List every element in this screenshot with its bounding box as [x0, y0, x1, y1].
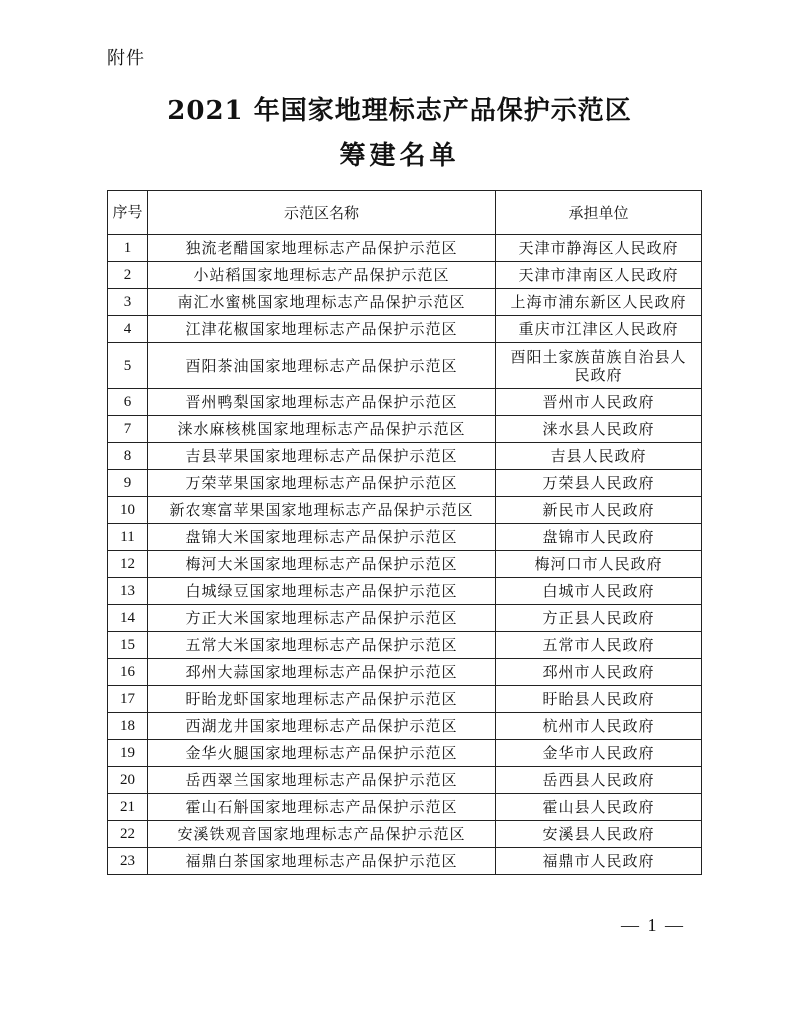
row-responsible-unit: 五常市人民政府: [496, 632, 702, 659]
table-row: [108, 632, 702, 659]
row-responsible-unit: 金华市人民政府: [496, 740, 702, 767]
row-serial-number: 7: [108, 416, 148, 443]
table-row: [108, 316, 702, 343]
row-serial-number: 14: [108, 605, 148, 632]
table-row: [108, 740, 702, 767]
row-serial-number: 8: [108, 443, 148, 470]
table-row: [108, 262, 702, 289]
row-zone-name: 江津花椒国家地理标志产品保护示范区: [148, 316, 496, 343]
row-zone-name: 南汇水蜜桃国家地理标志产品保护示范区: [148, 289, 496, 316]
row-serial-number: 5: [108, 343, 148, 389]
table-row: [108, 443, 702, 470]
row-zone-name: 五常大米国家地理标志产品保护示范区: [148, 632, 496, 659]
row-serial-number: 20: [108, 767, 148, 794]
table-row: [108, 524, 702, 551]
row-responsible-unit: 邳州市人民政府: [496, 659, 702, 686]
row-responsible-unit: 酉阳土家族苗族自治县人民政府: [496, 343, 702, 389]
row-responsible-unit: 杭州市人民政府: [496, 713, 702, 740]
row-serial-number: 15: [108, 632, 148, 659]
row-zone-name: 白城绿豆国家地理标志产品保护示范区: [148, 578, 496, 605]
row-zone-name: 霍山石斛国家地理标志产品保护示范区: [148, 794, 496, 821]
row-serial-number: 9: [108, 470, 148, 497]
header-responsible-unit: 承担单位: [496, 191, 702, 235]
row-serial-number: 1: [108, 235, 148, 262]
row-responsible-unit: 梅河口市人民政府: [496, 551, 702, 578]
row-serial-number: 21: [108, 794, 148, 821]
row-serial-number: 18: [108, 713, 148, 740]
document-title: 2021 年国家地理标志产品保护示范区: [167, 96, 632, 126]
row-zone-name: 邳州大蒜国家地理标志产品保护示范区: [148, 659, 496, 686]
row-responsible-unit: 涞水县人民政府: [496, 416, 702, 443]
table-row: [108, 713, 702, 740]
row-zone-name: 盘锦大米国家地理标志产品保护示范区: [148, 524, 496, 551]
row-zone-name: 晋州鸭梨国家地理标志产品保护示范区: [148, 389, 496, 416]
row-serial-number: 22: [108, 821, 148, 848]
row-serial-number: 23: [108, 848, 148, 875]
table-row: [108, 794, 702, 821]
row-zone-name: 方正大米国家地理标志产品保护示范区: [148, 605, 496, 632]
row-responsible-unit: 岳西县人民政府: [496, 767, 702, 794]
row-serial-number: 2: [108, 262, 148, 289]
row-responsible-unit: 吉县人民政府: [496, 443, 702, 470]
row-serial-number: 6: [108, 389, 148, 416]
row-responsible-unit: 上海市浦东新区人民政府: [496, 289, 702, 316]
row-serial-number: 10: [108, 497, 148, 524]
document-subtitle: 筹建名单: [339, 141, 460, 171]
row-zone-name: 独流老醋国家地理标志产品保护示范区: [148, 235, 496, 262]
table-row: [108, 821, 702, 848]
row-responsible-unit: 重庆市江津区人民政府: [496, 316, 702, 343]
row-zone-name: 吉县苹果国家地理标志产品保护示范区: [148, 443, 496, 470]
table-row: [108, 343, 702, 389]
table-row: [108, 389, 702, 416]
row-zone-name: 西湖龙井国家地理标志产品保护示范区: [148, 713, 496, 740]
row-responsible-unit: 新民市人民政府: [496, 497, 702, 524]
demo-zone-table: [107, 190, 702, 875]
row-serial-number: 19: [108, 740, 148, 767]
row-zone-name: 金华火腿国家地理标志产品保护示范区: [148, 740, 496, 767]
row-zone-name: 万荣苹果国家地理标志产品保护示范区: [148, 470, 496, 497]
row-responsible-unit: 天津市静海区人民政府: [496, 235, 702, 262]
table-row: [108, 470, 702, 497]
row-serial-number: 17: [108, 686, 148, 713]
row-zone-name: 酉阳茶油国家地理标志产品保护示范区: [148, 343, 496, 389]
row-serial-number: 16: [108, 659, 148, 686]
row-zone-name: 梅河大米国家地理标志产品保护示范区: [148, 551, 496, 578]
row-responsible-unit: 福鼎市人民政府: [496, 848, 702, 875]
attachment-label: 附件: [107, 48, 145, 69]
row-serial-number: 11: [108, 524, 148, 551]
row-serial-number: 4: [108, 316, 148, 343]
row-zone-name: 岳西翠兰国家地理标志产品保护示范区: [148, 767, 496, 794]
header-serial-number: 序号: [108, 191, 148, 235]
page-number: — 1 —: [621, 915, 685, 935]
row-responsible-unit: 万荣县人民政府: [496, 470, 702, 497]
row-zone-name: 福鼎白茶国家地理标志产品保护示范区: [148, 848, 496, 875]
row-responsible-unit: 方正县人民政府: [496, 605, 702, 632]
row-zone-name: 涞水麻核桃国家地理标志产品保护示范区: [148, 416, 496, 443]
row-serial-number: 12: [108, 551, 148, 578]
row-responsible-unit: 盘锦市人民政府: [496, 524, 702, 551]
table-row: [108, 289, 702, 316]
header-zone-name: 示范区名称: [148, 191, 496, 235]
row-responsible-unit: 晋州市人民政府: [496, 389, 702, 416]
table-row: [108, 659, 702, 686]
table-row: [108, 578, 702, 605]
row-zone-name: 小站稻国家地理标志产品保护示范区: [148, 262, 496, 289]
row-zone-name: 新农寒富苹果国家地理标志产品保护示范区: [148, 497, 496, 524]
table-row: [108, 416, 702, 443]
table-row: [108, 848, 702, 875]
row-responsible-unit: 霍山县人民政府: [496, 794, 702, 821]
table-header-row: [108, 191, 702, 235]
table-row: [108, 497, 702, 524]
row-responsible-unit: 白城市人民政府: [496, 578, 702, 605]
row-responsible-unit: 盱眙县人民政府: [496, 686, 702, 713]
table-row: [108, 686, 702, 713]
table-row: [108, 551, 702, 578]
row-responsible-unit: 安溪县人民政府: [496, 821, 702, 848]
table-row: [108, 605, 702, 632]
row-zone-name: 盱眙龙虾国家地理标志产品保护示范区: [148, 686, 496, 713]
row-responsible-unit: 天津市津南区人民政府: [496, 262, 702, 289]
table-row: [108, 767, 702, 794]
row-serial-number: 13: [108, 578, 148, 605]
table-row: [108, 235, 702, 262]
row-serial-number: 3: [108, 289, 148, 316]
row-zone-name: 安溪铁观音国家地理标志产品保护示范区: [148, 821, 496, 848]
